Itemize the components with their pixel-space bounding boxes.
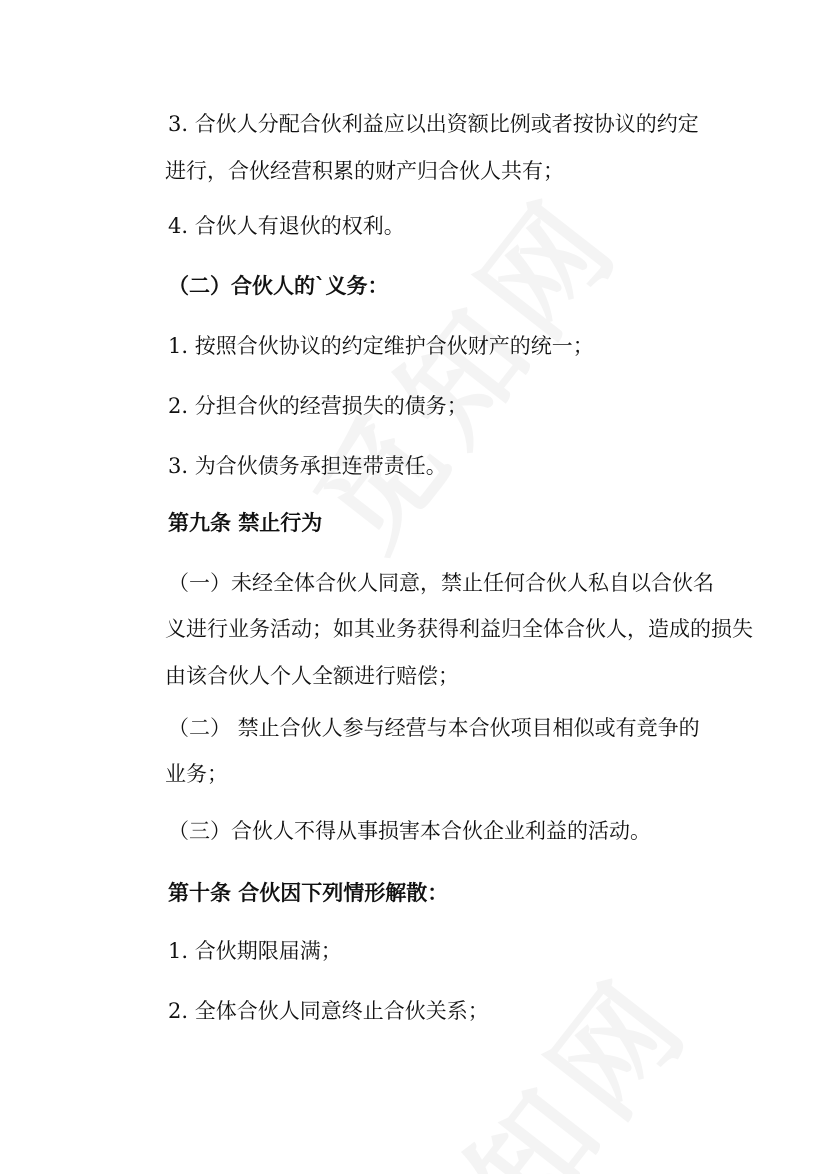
paragraph-line: 由该合伙人个人全额进行赔偿； <box>165 664 459 688</box>
paragraph-line: 1. 合伙期限届满； <box>168 939 342 963</box>
paragraph-line: 2. 全体合伙人同意终止合伙关系； <box>168 999 489 1023</box>
paragraph-line: 进行，合伙经营积累的财产归合伙人共有； <box>165 159 564 183</box>
paragraph-line: 义进行业务活动；如其业务获得利益归全体合伙人，造成的损失 <box>165 617 753 641</box>
paragraph-line: 4. 合伙人有退伙的权利。 <box>168 214 405 238</box>
paragraph-line: （二） 禁止合伙人参与经营与本合伙项目相似或有竞争的 <box>168 716 700 740</box>
paragraph-line: 1. 按照合伙协议的约定维护合伙财产的统一； <box>168 334 594 358</box>
article-heading: 第九条 禁止行为 <box>168 511 323 535</box>
paragraph-line: （三）合伙人不得从事损害本合伙企业利益的活动。 <box>168 819 651 843</box>
paragraph-line: 业务； <box>165 762 228 786</box>
paragraph-line: 3. 为合伙债务承担连带责任。 <box>168 454 447 478</box>
section-heading: （二）合伙人的`义务： <box>168 274 389 298</box>
paragraph-line: 2. 分担合伙的经营损失的债务； <box>168 394 468 418</box>
article-heading: 第十条 合伙因下列情形解散： <box>168 881 449 905</box>
paragraph-line: 3. 合伙人分配合伙利益应以出资额比例或者按协议的约定 <box>168 112 699 136</box>
watermark-text-lower <box>339 935 722 1174</box>
paragraph-line: （一）未经全体合伙人同意，禁止任何合伙人私自以合伙名 <box>168 571 714 595</box>
